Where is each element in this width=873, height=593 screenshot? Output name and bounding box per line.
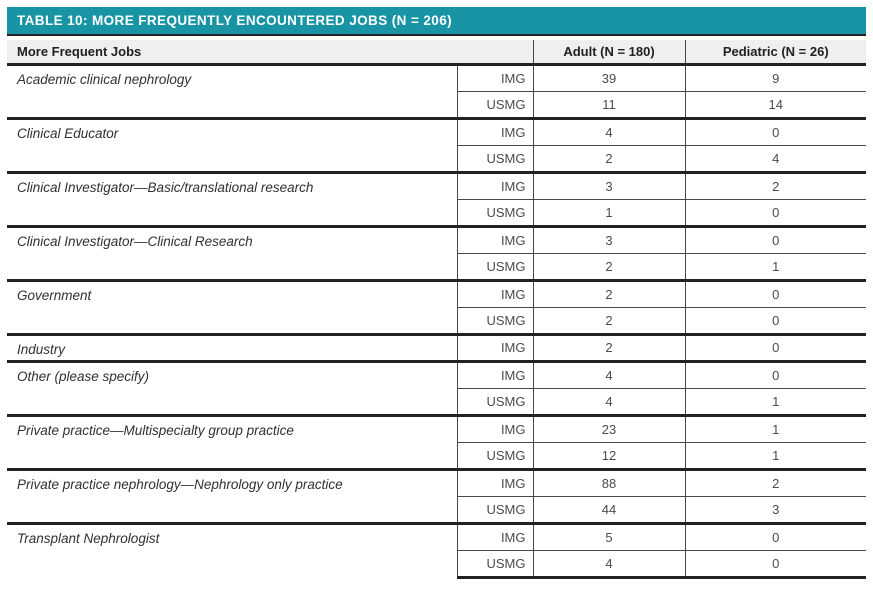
adult-count-cell: 11 — [533, 91, 685, 118]
table-row — [7, 361, 866, 388]
graduate-type-cell: IMG — [457, 280, 533, 307]
adult-count-cell: 3 — [533, 172, 685, 199]
table-row — [7, 280, 866, 307]
graduate-type-cell: USMG — [457, 145, 533, 172]
table-row — [7, 523, 866, 550]
adult-count-cell: 2 — [533, 145, 685, 172]
graduate-type-cell: USMG — [457, 550, 533, 577]
pediatric-count-cell: 0 — [685, 118, 866, 145]
job-name-cell: Government — [7, 280, 457, 334]
graduate-type-cell: IMG — [457, 226, 533, 253]
adult-count-cell: 2 — [533, 253, 685, 280]
pediatric-count-cell: 2 — [685, 172, 866, 199]
adult-count-cell: 12 — [533, 442, 685, 469]
graduate-type-cell: USMG — [457, 442, 533, 469]
pediatric-count-cell: 2 — [685, 469, 866, 496]
table-row — [7, 118, 866, 145]
graduate-type-cell: IMG — [457, 415, 533, 442]
table-row — [7, 226, 866, 253]
graduate-type-cell: IMG — [457, 334, 533, 361]
jobs-table — [7, 40, 866, 579]
job-name-cell: Transplant Nephrologist — [7, 523, 457, 577]
graduate-type-cell: IMG — [457, 118, 533, 145]
pediatric-count-cell: 0 — [685, 199, 866, 226]
adult-count-cell: 2 — [533, 307, 685, 334]
table-row — [7, 64, 866, 91]
pediatric-count-cell: 1 — [685, 415, 866, 442]
table-row — [7, 334, 866, 361]
pediatric-count-cell: 0 — [685, 280, 866, 307]
adult-count-cell: 1 — [533, 199, 685, 226]
pediatric-count-cell: 0 — [685, 361, 866, 388]
table-row — [7, 469, 866, 496]
job-name-cell: Private practice nephrology—Nephrology only practice — [7, 469, 457, 523]
column-header-jobs: More Frequent Jobs — [7, 40, 533, 64]
table-title-bar — [7, 7, 866, 36]
job-name-cell: Other (please specify) — [7, 361, 457, 415]
job-name-cell: Private practice—Multispecialty group practice — [7, 415, 457, 469]
pediatric-count-cell: 0 — [685, 550, 866, 577]
pediatric-count-cell: 1 — [685, 253, 866, 280]
graduate-type-cell: IMG — [457, 172, 533, 199]
pediatric-count-cell: 1 — [685, 388, 866, 415]
graduate-type-cell: IMG — [457, 469, 533, 496]
pediatric-count-cell: 0 — [685, 226, 866, 253]
pediatric-count-cell: 9 — [685, 64, 866, 91]
adult-count-cell: 39 — [533, 64, 685, 91]
graduate-type-cell: USMG — [457, 496, 533, 523]
column-header-pediatric: Pediatric (N = 26) — [685, 40, 866, 64]
adult-count-cell: 4 — [533, 388, 685, 415]
adult-count-cell: 4 — [533, 361, 685, 388]
job-name-cell: Clinical Investigator—Clinical Research — [7, 226, 457, 280]
column-header-adult: Adult (N = 180) — [533, 40, 685, 64]
adult-count-cell: 2 — [533, 334, 685, 361]
graduate-type-cell: IMG — [457, 361, 533, 388]
pediatric-count-cell: 0 — [685, 523, 866, 550]
pediatric-count-cell: 0 — [685, 307, 866, 334]
pediatric-count-cell: 0 — [685, 334, 866, 361]
job-name-cell: Clinical Educator — [7, 118, 457, 172]
adult-count-cell: 2 — [533, 280, 685, 307]
graduate-type-cell: IMG — [457, 64, 533, 91]
job-name-cell: Industry — [7, 334, 457, 361]
graduate-type-cell: USMG — [457, 388, 533, 415]
graduate-type-cell: IMG — [457, 523, 533, 550]
adult-count-cell: 88 — [533, 469, 685, 496]
table-row — [7, 172, 866, 199]
table-row — [7, 415, 866, 442]
header-row — [7, 40, 866, 64]
pediatric-count-cell: 4 — [685, 145, 866, 172]
graduate-type-cell: USMG — [457, 307, 533, 334]
adult-count-cell: 4 — [533, 550, 685, 577]
table-title: TABLE 10: MORE FREQUENTLY ENCOUNTERED JOBS (N = 206) — [17, 13, 452, 28]
adult-count-cell: 5 — [533, 523, 685, 550]
adult-count-cell: 23 — [533, 415, 685, 442]
adult-count-cell: 3 — [533, 226, 685, 253]
pediatric-count-cell: 14 — [685, 91, 866, 118]
jobs-table-body — [7, 64, 866, 577]
job-name-cell: Clinical Investigator—Basic/translational research — [7, 172, 457, 226]
graduate-type-cell: USMG — [457, 199, 533, 226]
job-name-cell: Academic clinical nephrology — [7, 64, 457, 118]
adult-count-cell: 4 — [533, 118, 685, 145]
adult-count-cell: 44 — [533, 496, 685, 523]
pediatric-count-cell: 3 — [685, 496, 866, 523]
pediatric-count-cell: 1 — [685, 442, 866, 469]
graduate-type-cell: USMG — [457, 253, 533, 280]
jobs-table-header — [7, 40, 866, 64]
graduate-type-cell: USMG — [457, 91, 533, 118]
